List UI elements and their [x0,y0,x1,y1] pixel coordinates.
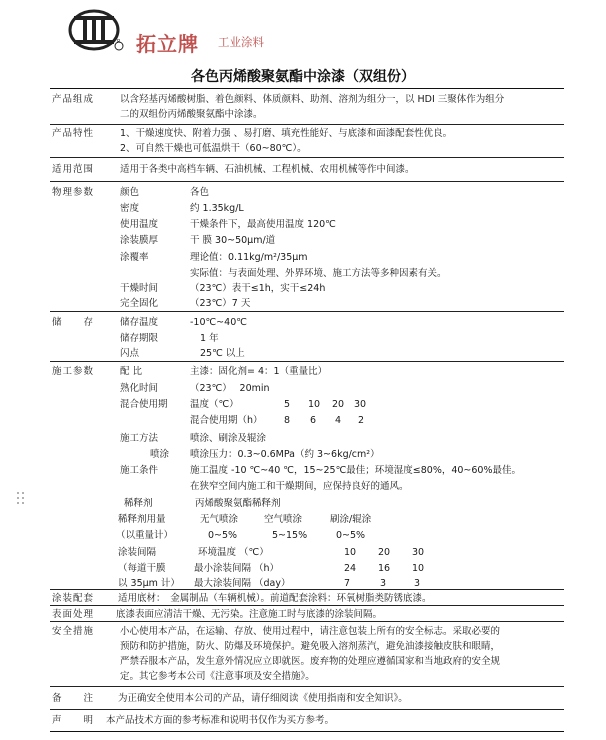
features-text: 1、干燥速度快、附着力强 、易打磨、填充性能好、与底漆和面漆配套性优良。 [120,128,453,139]
param-key: 稀释剂用量 [118,514,166,525]
rule-bottom [50,731,564,732]
param-value: 实际值：与表面处理、外界环境、施工方法等多种因素有关。 [190,268,447,279]
safety-text: 预防和防护措施，防火、防爆及环境保护。避免吸入溶剂蒸汽，避免油漆接触皮肤和眼睛， [120,641,501,652]
pot-life-value: 4 [335,415,342,426]
param-key: 干燥时间 [120,283,159,294]
rule [50,311,564,312]
interval-key: 最大涂装间隔 （day） [194,578,291,589]
param-value: 喷涂压力：0.3~0.6MPa（约 3~6kg/cm²） [190,449,380,460]
param-key: 熟化时间 [120,383,159,394]
interval-max-value: 3 [414,578,421,589]
rule [50,686,564,687]
interval-min-value: 24 [344,563,357,574]
section-label-statement: 声 明 [52,715,95,726]
statement-text: 本产品技术方面的参考标准和说明书仅作为买方参考。 [106,715,335,726]
document-title: 各色丙烯酸聚氨酯中涂漆（双组份） [191,69,415,85]
param-key: 涂装间隔 [118,547,157,558]
section-label-storage: 储 存 [52,317,95,328]
rule [50,621,564,622]
interval-min-value: 16 [378,563,391,574]
param-key: 稀释剂 [124,498,153,509]
rule [50,181,564,182]
param-value: 喷涂、刷涂及辊涂 [190,433,267,444]
rule [50,605,564,606]
rule [50,124,564,125]
interval-key: 环境温度 （℃） [198,547,269,558]
interval-key: 最小涂装间隔 （h） [194,563,280,574]
pot-life-value: 6 [310,415,317,426]
section-label-matching: 涂装配套 [52,593,95,604]
matching-text: 适用底材： 金属制品（车辆机械）。前道配套涂料：环氧树脂类防锈底漆。 [118,593,432,604]
param-key: 储存温度 [120,317,159,328]
section-label-physical: 物理参数 [52,187,95,198]
thinner-value: 5~15% [272,530,308,541]
param-value: 25℃ 以上 [200,348,245,359]
param-key: 完全固化 [120,298,159,309]
thinner-value: 0~5% [208,530,238,541]
drag-handle-icon[interactable] [17,492,27,506]
pot-temp-value: 30 [354,399,367,410]
remarks-text: 为正确安全使用本公司的产品，请仔细阅读《使用指南和安全知识》。 [118,693,408,704]
registered-mark: R [117,39,121,45]
section-label-surface: 表面处理 [52,609,95,620]
interval-temp: 20 [378,547,391,558]
pot-temp-value: 10 [308,399,321,410]
pot-life-value: 2 [358,415,365,426]
company-logo-icon [68,8,124,52]
param-key: 密度 [120,203,140,214]
param-key: 使用温度 [120,219,159,230]
rule [50,157,564,158]
param-value: （23℃）表干≤1h，实干≤24h [190,283,326,294]
surface-text: 底漆表面应清洁干燥、无污染。注意施工时与底漆的涂装间隔。 [116,609,383,620]
param-key: （每道干膜 [118,563,166,574]
section-label-remarks: 备 注 [52,693,95,704]
param-value: -10℃~40℃ [190,317,247,328]
param-key: （以重量计） [116,530,174,541]
thinner-method: 刷涂/辊涂 [330,514,372,525]
rule-top [50,88,564,89]
param-value: 主漆：固化剂= 4：1（重量比） [190,366,328,377]
param-key: 混合使用期（h） [190,415,263,426]
param-key: 涂覆率 [120,252,149,263]
pot-life-value: 8 [284,415,291,426]
param-value: 约 1.35kg/L [190,203,244,214]
param-value: 干 膜 30~50μm/道 [190,235,276,246]
rule [50,709,564,710]
composition-text: 二的双组份丙烯酸聚氨酯中涂漆。 [120,109,263,120]
param-key: 以 35μm 计） [118,578,180,589]
interval-max-value: 3 [380,578,387,589]
features-text: 2、可自然干燥也可低温烘干（60~80℃）。 [120,143,307,154]
param-key: 施工条件 [120,465,159,476]
param-key: 喷涂 [150,449,170,460]
interval-min-value: 10 [412,563,425,574]
param-value: 各色 [190,187,210,198]
thinner-method: 无气喷涂 [200,514,239,525]
param-key: 混合使用期 [120,399,168,410]
param-key: 施工方法 [120,433,159,444]
param-value: 干燥条件下，最高使用温度 120℃ [190,219,336,230]
param-value: 1 年 [200,333,219,344]
param-value: 丙烯酸聚氨酯稀释剂 [195,498,281,509]
thinner-method: 空气喷涂 [264,514,303,525]
interval-temp: 30 [412,547,425,558]
safety-text: 定。其它参考本公司《注意事项及安全措施》。 [120,671,315,682]
param-key: 颜色 [120,187,140,198]
rule [50,361,564,362]
param-key: 涂装膜厚 [120,235,159,246]
section-label-construction: 施工参数 [52,366,95,377]
param-key: 闪点 [120,348,140,359]
brand-name: 拓立牌 [136,32,199,56]
safety-text: 小心使用本产品，在运输、存放、使用过程中，请注意包装上所有的安全标志。采取必要的 [120,626,501,637]
section-label-composition: 产品组成 [52,94,95,105]
application-text: 适用于各类中高档车辆、石油机械、工程机械、农用机械等作中间漆。 [120,164,415,175]
param-key: 温度（℃） [190,399,239,410]
param-value: （23℃） 20min [190,383,270,394]
pot-temp-value: 20 [332,399,345,410]
param-value: 在狭窄空间内施工和干燥期间，应保持良好的通风。 [190,481,409,492]
section-label-safety: 安全措施 [52,626,95,637]
brand-subtitle: 工业涂料 [218,35,264,49]
pot-temp-value: 5 [284,399,291,410]
interval-max-value: 7 [344,578,351,589]
section-label-features: 产品特性 [52,128,95,139]
safety-text: 严禁吞服本产品，发生意外情况应立即就医。废弃物的处理应遵循国家和当地政府的安全规 [120,656,501,667]
param-key: 配 比 [120,366,143,377]
section-label-application: 适用范围 [52,164,95,175]
param-key: 储存期限 [120,333,159,344]
param-value: 施工温度 -10 ℃~40 ℃，15~25℃最佳；环境湿度≤80%，40~60%最佳。 [190,465,522,476]
interval-temp: 10 [344,547,357,558]
thinner-value: 0~5% [336,530,366,541]
param-value: （23℃）7 天 [190,298,251,309]
composition-text: 以含羟基丙烯酸树脂、着色颜料、体质颜料、助剂、溶剂为组分一，以 HDI 三聚体作为组分 [120,94,505,105]
param-value: 理论值：0.11kg/m²/35μm [190,252,308,263]
